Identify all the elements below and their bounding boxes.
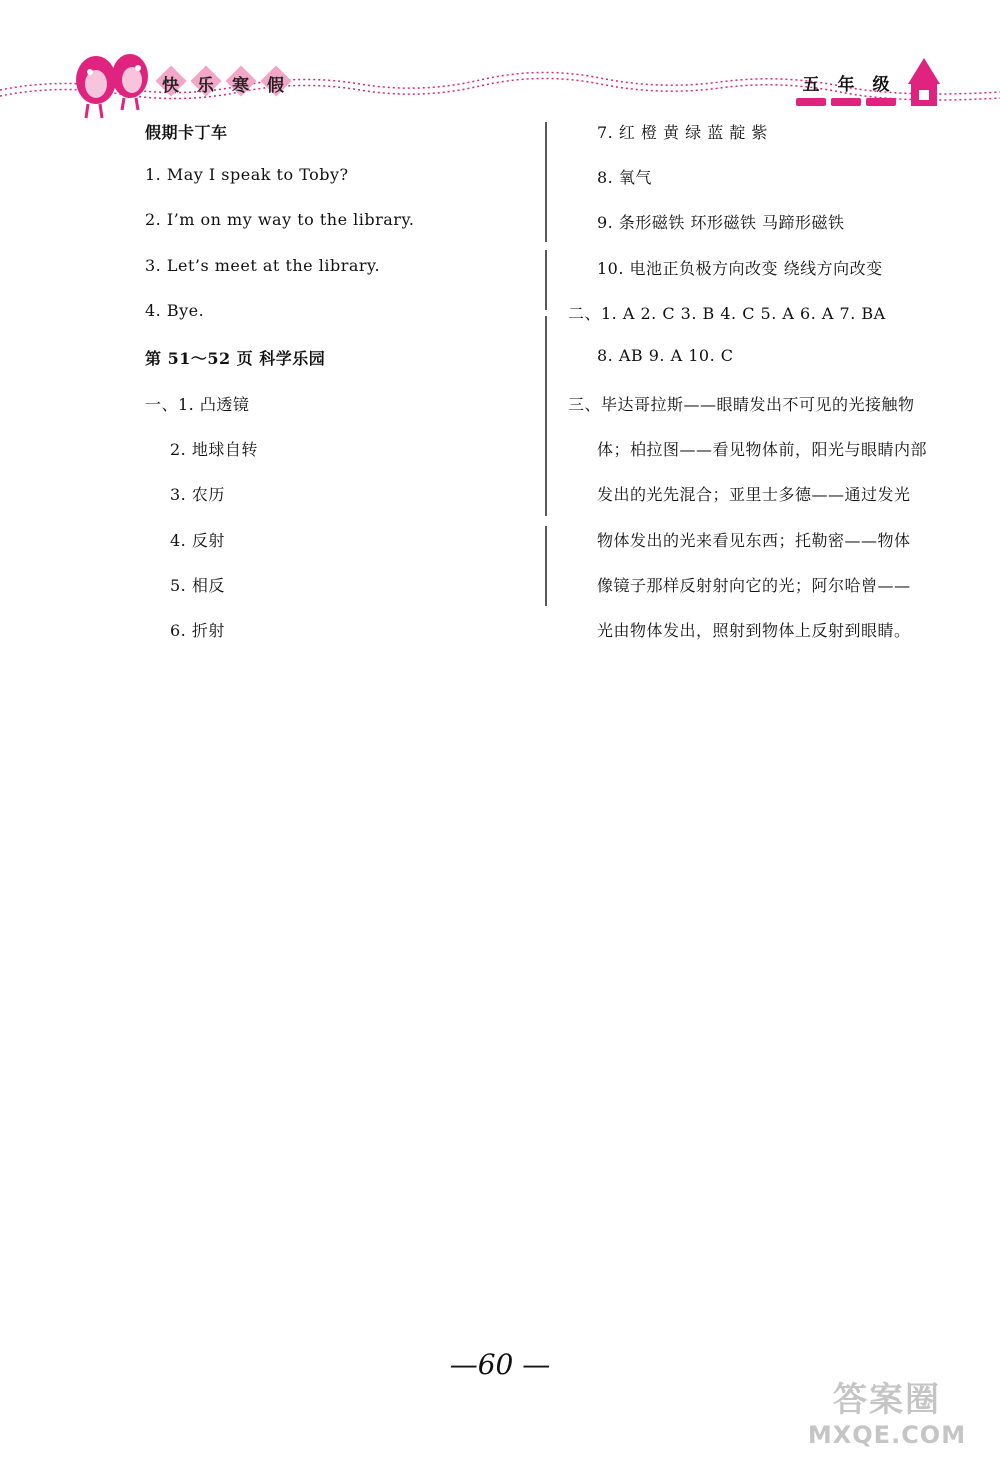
answer-paragraph-line: 三、毕达哥拉斯——眼睛发出不可见的光接触物: [568, 395, 915, 414]
watermark-url: MXQE.COM: [807, 1421, 967, 1449]
house-icon: [908, 58, 940, 106]
page-number: —60 —: [449, 1348, 551, 1381]
answer-line: 4. 反射: [170, 531, 225, 550]
answer-paragraph-line: 发出的光先混合；亚里士多德——通过发光: [597, 485, 911, 504]
header-title-char: 寒: [232, 76, 249, 96]
answer-line: 一、1. 凸透镜: [145, 395, 250, 414]
answer-line: 二、1. A 2. C 3. B 4. C 5. A 6. A 7. BA: [568, 304, 886, 323]
answer-paragraph-line: 像镜子那样反射射向它的光；阿尔哈曾——: [597, 576, 911, 595]
watermark-title: 答案圈: [833, 1380, 941, 1420]
header-title-char: 快: [162, 76, 179, 96]
answer-line: 9. 条形磁铁 环形磁铁 马蹄形磁铁: [597, 213, 845, 232]
answer-line: 10. 电池正负极方向改变 绕线方向改变: [597, 259, 883, 278]
bird-icon: [112, 54, 148, 110]
answer-line: 8. AB 9. A 10. C: [597, 346, 734, 365]
answer-paragraph-line: 物体发出的光来看见东西；托勒密——物体: [597, 531, 911, 550]
answer-paragraph-line: 光由物体发出，照射到物体上反射到眼睛。: [597, 621, 911, 640]
grade-label-char: 五: [802, 75, 820, 95]
answer-line: 6. 折射: [170, 621, 225, 640]
header-decoration: [0, 0, 1000, 130]
column-divider: [545, 122, 547, 642]
header-title-char: 乐: [197, 76, 214, 96]
answer-line: 2. 地球自转: [170, 440, 258, 459]
answer-line: 4. Bye.: [145, 301, 205, 320]
answer-line: 5. 相反: [170, 576, 225, 595]
header-title-char: 假: [267, 76, 284, 96]
grade-label-char: 年: [837, 75, 855, 95]
answer-line: 2. I’m on my way to the library.: [145, 210, 415, 229]
section-heading: 第 51～52 页 科学乐园: [145, 349, 326, 368]
grade-label-char: 级: [872, 75, 890, 95]
watermark-logo: [792, 1380, 982, 1455]
answer-line: 7. 红 橙 黄 绿 蓝 靛 紫: [597, 123, 768, 142]
section-heading: 假期卡丁车: [145, 123, 228, 142]
answer-line: 3. 农历: [170, 485, 225, 504]
bird-icon: [76, 56, 116, 118]
answer-line: 3. Let’s meet at the library.: [145, 256, 381, 275]
answer-line: 8. 氧气: [597, 168, 652, 187]
page-header: [0, 0, 1000, 130]
answer-line: 1. May I speak to Toby?: [145, 165, 349, 184]
answer-paragraph-line: 体；柏拉图——看见物体前，阳光与眼睛内部: [597, 440, 928, 459]
